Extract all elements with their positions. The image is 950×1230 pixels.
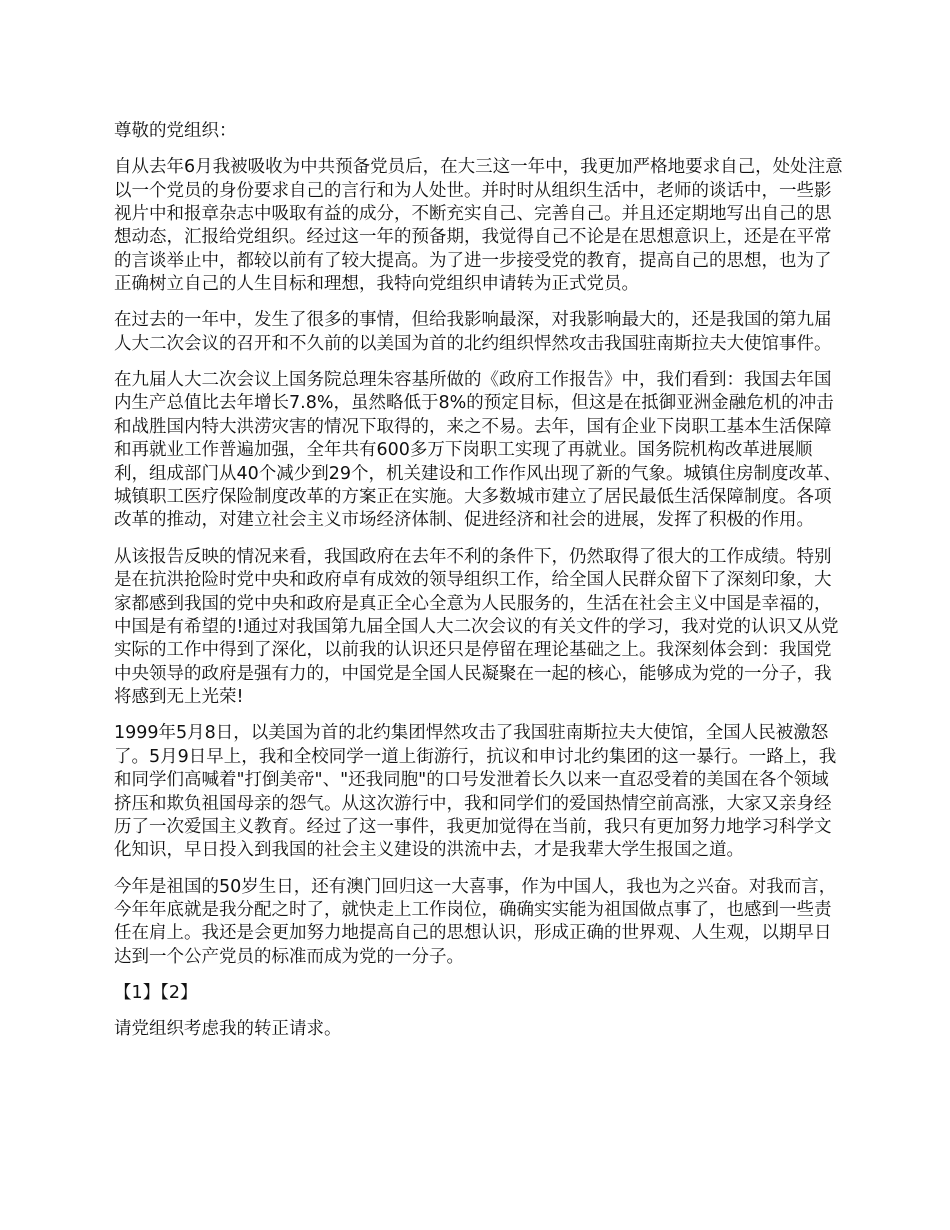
page-link-2[interactable]: 【2】 — [160, 982, 198, 1003]
paragraph-6: 今年是祖国的50岁生日，还有澳门回归这一大喜事，作为中国人，我也为之兴奋。对我而言，今年年底就是我分配之时了，就快走上工作岗位，确确实实能为祖国做点事了，也感到一些责任在肩上。我还是会更加努力地提高自己的思想认识，形成正确的世界观、人生观，以期早日达到一个公产党员的标准而成为党的一分子。 — [114, 876, 837, 967]
paragraph-1: 自从去年6月我被吸收为中共预备党员后，在大三这一年中，我更加严格地要求自己，处处注意以一个党员的身份要求自己的言行和为人处世。并时时从组织生活中，老师的谈话中，一些影视片中和报章杂志中吸取有益的成分，不断充实自己、完善自己。并且还定期地写出自己的思想动态，汇报给党组织。经过这一年的预备期，我觉得自己不论是在思想意识上，还是在平常的言谈举止中，都较以前有了较大提高。为了进一步接受党的教育，提高自己的思想，也为了正确树立自己的人生目标和理想，我特向党组织申请转为正式党员。 — [114, 157, 843, 295]
paragraph-2: 在过去的一年中，发生了很多的事情，但给我影响最深，对我影响最大的，还是我国的第九届人大二次会议的召开和不久前的以美国为首的北约组织悍然攻击我国驻南斯拉夫大使馆事件。 — [114, 310, 832, 354]
document-body — [114, 120, 844, 1054]
paragraph-3: 在九届人大二次会议上国务院总理朱容基所做的《政府工作报告》中，我们看到：我国去年国内生产总值比去年增长7.8%，虽然略低于8%的预定目标，但这是在抵御亚洲金融危机的冲击和战胜国内特大洪涝灾害的情况下取得的，来之不易。去年，国有企业下岗职工基本生活保障和再就业工作普遍加强，全年共有600多万下岗职工实现了再就业。国务院机构改革进展顺利，组成部门从40个减少到29个，机关建设和工作作风出现了新的气象。城镇住房制度改革、城镇职工医疗保险制度改革的方案正在实施。大多数城市建立了居民最低生活保障制度。各项改革的推动，对建立社会主义市场经济体制、促进经济和社会的进展，发挥了积极的作用。 — [114, 370, 842, 531]
paragraph-4: 从该报告反映的情况来看，我国政府在去年不利的条件下，仍然取得了很大的工作成绩。特别是在抗洪抢险时党中央和政府卓有成效的领导组织工作，给全国人民群众留下了深刻印象，大家都感到我国的党中央和政府是真正全心全意为人民服务的，生活在社会主义中国是幸福的，中国是有希望的!通过对我国第九届全国人大二次会议的有关文件的学习，我对党的认识又从党实际的工作中得到了深化，以前我的认识还只是停留在理论基础之上。我深刻体会到：我国党中央领导的政府是强有力的，中国党是全国人民凝聚在一起的核心，能够成为党的一分子，我将感到无上光荣! — [114, 546, 839, 708]
page-links — [114, 982, 844, 1005]
page-link-1[interactable]: 【1】 — [114, 982, 161, 1003]
salutation: 尊敬的党组织： — [114, 121, 237, 141]
paragraph-5: 1999年5月8日，以美国为首的北约集团悍然攻击了我国驻南斯拉夫大使馆，全国人民被激怒了。5月9日早上，我和全校同学一道上街游行，抗议和申讨北约集团的这一暴行。一路上，我和同学们高喊着"打倒美帝"、"还我同胞"的口号发泄着长久以来一直忍受着的美国在各个领域挤压和欺负祖国母亲的怨气。从这次游行中，我和同学们的爱国热情空前高涨，大家又亲身经历了一次爱国主义教育。经过了这一事件，我更加觉得在当前，我只有更加努力地学习科学文化知识，早日投入到我国的社会主义建设的洪流中去，才是我辈大学生报国之道。 — [114, 723, 837, 861]
closing-line: 请党组织考虑我的转正请求。 — [114, 1019, 342, 1040]
